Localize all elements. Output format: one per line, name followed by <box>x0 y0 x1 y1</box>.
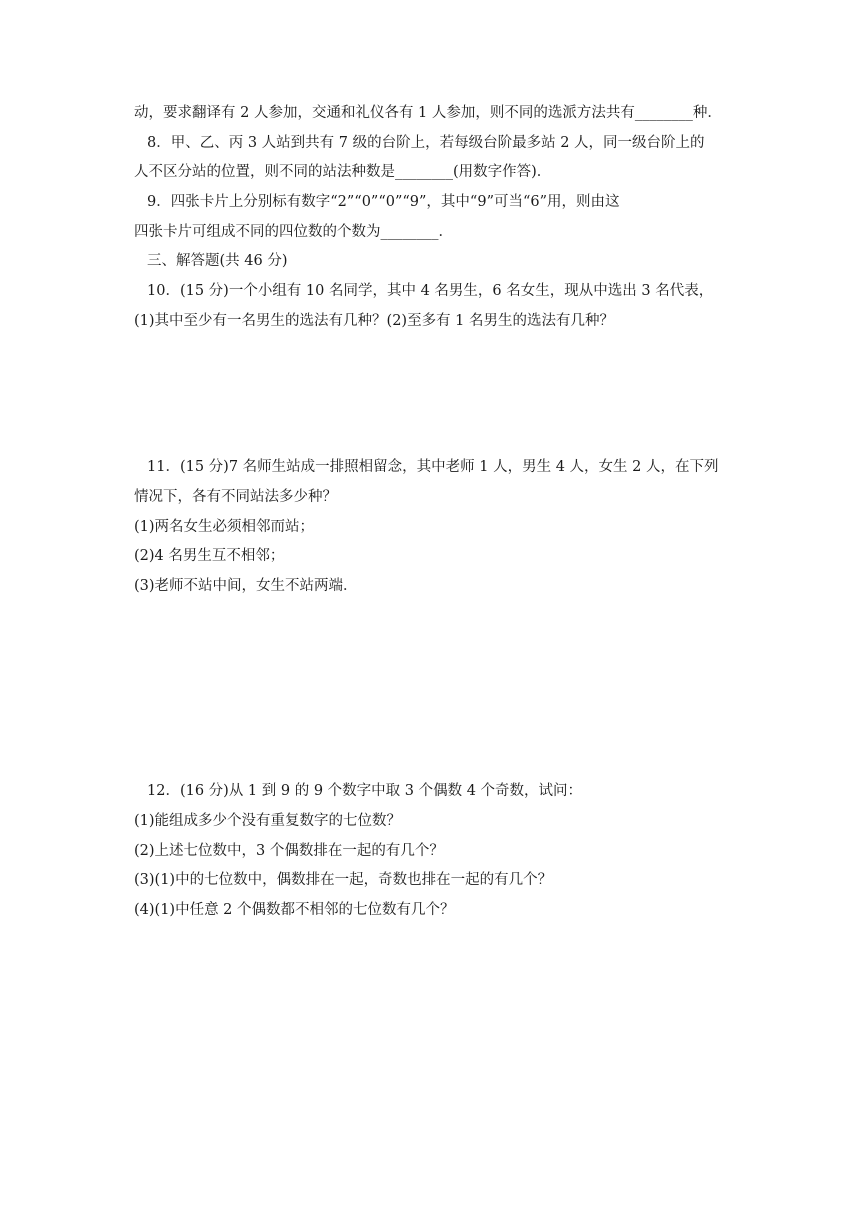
q12-line-1: 12．(16 分)从 1 到 9 的 9 个数字中取 3 个偶数 4 个奇数，试问： <box>147 783 583 799</box>
q11-line-1: 11．(15 分)7 名师生站成一排照相留念，其中老师 1 人，男生 4 人，女生 2 人，在下列 <box>147 459 719 475</box>
q12-part-1: (1)能组成多少个没有重复数字的七位数？ <box>134 813 402 829</box>
q8-line-1: 8．甲、乙、丙 3 人站到共有 7 级的台阶上，若每级台阶最多站 2 人，同一级台阶上的 <box>147 135 705 151</box>
q11-line-2: 情况下，各有不同站法多少种？ <box>134 489 337 505</box>
q8-line-2: 人不区分站的位置，则不同的站法种数是________(用数字作答)． <box>134 164 552 180</box>
q12-part-2: (2)上述七位数中，3 个偶数排在一起的有几个？ <box>134 843 444 859</box>
q12-part-4: (4)(1)中任意 2 个偶数都不相邻的七位数有几个？ <box>134 902 455 918</box>
section-heading: 三、解答题(共 46 分) <box>147 253 288 269</box>
q9-line-1: 9．四张卡片上分别标有数字“2”“0”“0”“9”，其中“9”可当“6”用，则由这 <box>147 194 620 210</box>
q9-line-2: 四张卡片可组成不同的四位数的个数为________． <box>134 224 453 240</box>
q12-part-3: (3)(1)中的七位数中，偶数排在一起，奇数也排在一起的有几个？ <box>134 872 553 888</box>
q11-part-3: (3)老师不站中间，女生不站两端． <box>134 578 358 594</box>
q10-line-1: 10．(15 分)一个小组有 10 名同学，其中 4 名男生，6 名女生，现从中选出 3 名代表， <box>147 283 714 299</box>
q11-part-1: (1)两名女生必须相邻而站； <box>134 519 315 535</box>
q7-continuation-line: 动，要求翻译有 2 人参加，交通和礼仪各有 1 人参加，则不同的选派方法共有________种． <box>134 105 722 121</box>
q11-part-2: (2)4 名男生互不相邻； <box>134 548 285 564</box>
q10-line-2: (1)其中至少有一名男生的选法有几种？(2)至多有 1 名男生的选法有几种？ <box>134 313 615 329</box>
